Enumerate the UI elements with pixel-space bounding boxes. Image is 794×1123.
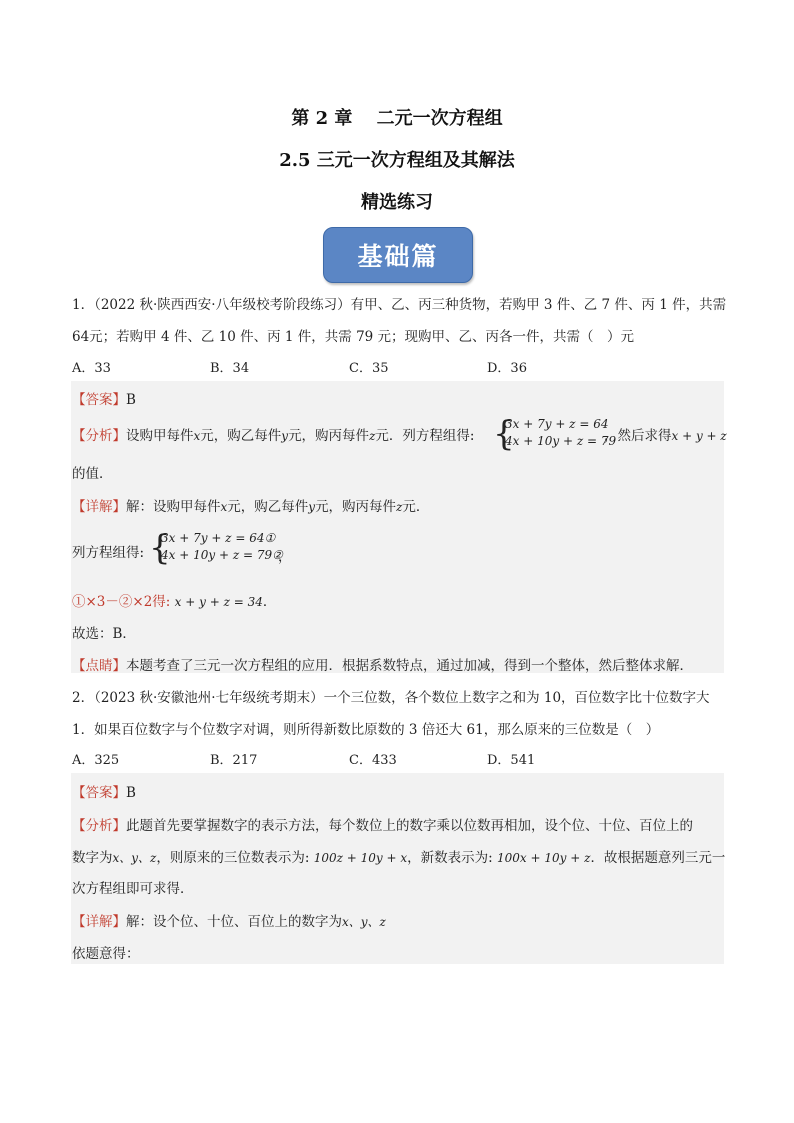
var-x: x bbox=[220, 500, 228, 514]
q2-stem-line1: 2．（2023 秋·安徽池州·七年级统考期末）一个三位数，各个数位上数字之和为 10，百位数字比十位数字大 bbox=[72, 690, 710, 706]
analysis-text: 元，购乙每件 bbox=[200, 428, 282, 444]
step-end: ． bbox=[262, 594, 277, 610]
system-tail: ， bbox=[278, 549, 292, 565]
q1-choice: 故选：B． bbox=[72, 626, 136, 642]
q1-option-d: D．36 bbox=[487, 361, 527, 376]
equation-1: 3x + 7y + z = 64 bbox=[505, 417, 609, 431]
var-y: y bbox=[281, 429, 289, 443]
comment-text: 本题考查了三元一次方程组的应用．根据系数特点，通过加减，得到一个整体，然后整体求解． bbox=[126, 658, 693, 674]
analysis-text: ，新数表示为: bbox=[407, 850, 493, 866]
detail-text: 元． bbox=[402, 499, 430, 515]
original-number-expr: 100z + 10y + x bbox=[313, 851, 408, 865]
new-number-expr: 100x + 10y + z bbox=[497, 851, 591, 865]
analysis-tag: 【分析】 bbox=[72, 818, 126, 834]
q2-option-c: C．433 bbox=[349, 753, 397, 768]
q1-option-b: B．34 bbox=[210, 361, 250, 376]
q1-stem-line2: 64元；若购甲 4 件、乙 10 件、丙 1 件，共需 79 元；现购甲、乙、丙各一件，共需（ ）元 bbox=[72, 329, 635, 345]
q1-detail bbox=[72, 495, 429, 515]
q1-answer bbox=[72, 388, 136, 408]
variables: x、y、z bbox=[342, 915, 386, 929]
q1-comment bbox=[72, 654, 693, 674]
q1-analysis bbox=[72, 424, 474, 444]
q2-option-a: A．325 bbox=[72, 753, 120, 768]
analysis-tag: 【分析】 bbox=[72, 428, 126, 444]
answer-tag: 【答案】 bbox=[72, 392, 126, 408]
analysis-text: 数字为 bbox=[72, 850, 113, 866]
step-label: ①×3－②×2得: bbox=[72, 594, 171, 610]
q2-solution-panel bbox=[71, 773, 724, 964]
equation-2: 4x + 10y + z = 79 bbox=[505, 434, 617, 448]
q2-analysis-line3: 次方程组即可求得． bbox=[72, 881, 194, 897]
solution-system bbox=[161, 530, 283, 564]
step-result: x + y + z = 34 bbox=[174, 595, 263, 609]
section-title: 2.5 三元一次方程组及其解法 bbox=[279, 150, 515, 171]
equation-brace: { bbox=[493, 414, 515, 454]
var-y: y bbox=[308, 500, 316, 514]
q2-detail-line2: 依题意得： bbox=[72, 946, 140, 962]
q2-analysis-line1 bbox=[72, 814, 693, 834]
analysis-text: 元，购丙每件 bbox=[288, 428, 370, 444]
q1-analysis-tail bbox=[604, 424, 727, 444]
analysis-text: 元．列方程组得: bbox=[375, 428, 475, 444]
detail-tag: 【详解】 bbox=[72, 914, 126, 930]
detail-text: 元，购乙每件 bbox=[227, 499, 309, 515]
q2-stem-line2: 1．如果百位数字与个位数字对调，则所得新数比原数的 3 倍还大 61，那么原来的三位数是（ ） bbox=[72, 722, 660, 738]
chapter-title: 第 2 章 二元一次方程组 bbox=[291, 108, 503, 129]
detail-text: 元，购丙每件 bbox=[315, 499, 397, 515]
analysis-text: 设购甲每件 bbox=[126, 428, 194, 444]
detail-tag: 【详解】 bbox=[72, 499, 126, 515]
system-label: 列方程组得: bbox=[72, 545, 145, 561]
q2-option-d: D．541 bbox=[487, 753, 536, 768]
target-expression: x + y + z bbox=[671, 429, 727, 443]
q2-answer bbox=[72, 781, 136, 801]
subtitle: 精选练习 bbox=[361, 192, 433, 213]
level-badge bbox=[323, 227, 473, 283]
q1-option-a: A．33 bbox=[72, 361, 111, 376]
equation-system bbox=[505, 416, 616, 450]
q1-step bbox=[72, 590, 276, 610]
answer-tag: 【答案】 bbox=[72, 785, 126, 801]
q1-option-c: C．35 bbox=[349, 361, 389, 376]
var-z: z bbox=[369, 429, 376, 443]
equation-1-marked: 3x + 7y + z = 64① bbox=[161, 531, 276, 545]
q1-stem-line1: 1．（2022 秋·陕西西安·八年级校考阶段练习）有甲、乙、丙三种货物，若购甲 3 件、乙 7 件、丙 1 件，共需 bbox=[72, 297, 727, 313]
badge-label: 基础篇 bbox=[357, 242, 439, 271]
q2-detail bbox=[72, 910, 386, 930]
equation-brace: { bbox=[149, 528, 171, 568]
detail-text: 解：设购甲每件 bbox=[126, 499, 221, 515]
answer-value: B bbox=[126, 785, 136, 801]
q2-option-b: B．217 bbox=[210, 753, 258, 768]
answer-value: B bbox=[126, 392, 136, 408]
q2-analysis-line2 bbox=[72, 846, 725, 866]
variables: x、y、z bbox=[112, 851, 157, 865]
analysis-text: ，然后求得 bbox=[604, 428, 672, 444]
analysis-text: ，则原来的三位数表示为: bbox=[156, 850, 310, 866]
q1-analysis-end: 的值． bbox=[72, 466, 113, 482]
analysis-text: 此题首先要掌握数字的表示方法，每个数位上的数字乘以位数再相加，设个位、十位、百位上的 bbox=[126, 818, 693, 834]
var-z: z bbox=[396, 500, 403, 514]
analysis-text: ．故根据题意列三元一 bbox=[590, 850, 726, 866]
var-x: x bbox=[193, 429, 201, 443]
equation-2-marked: 4x + 10y + z = 79② bbox=[161, 548, 283, 562]
comment-tag: 【点睛】 bbox=[72, 658, 126, 674]
detail-text: 解：设个位、十位、百位上的数字为 bbox=[126, 914, 342, 930]
